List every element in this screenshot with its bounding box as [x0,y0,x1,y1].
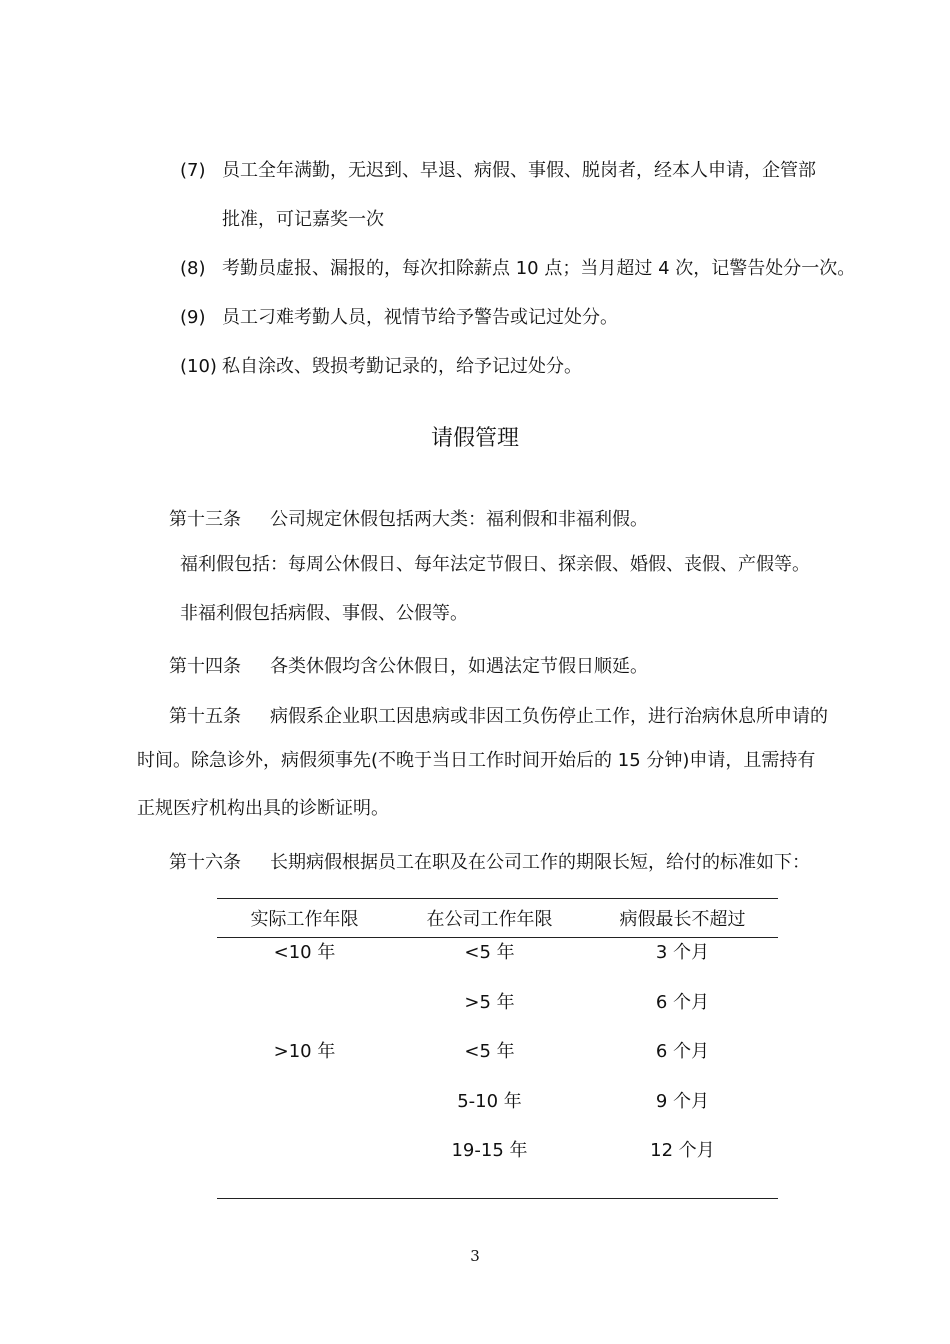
table-cell: 3 个月 [655,942,710,963]
page-number: 3 [470,1247,480,1265]
table-row [217,1136,778,1199]
column-header: 病假最长不超过 [587,899,778,938]
item-text-continued: 批准，可记嘉奖一次 [222,209,384,230]
table-cell: 12 个月 [587,1136,778,1199]
table-cell: >5 年 [464,991,515,1013]
item-text: 员工全年满勤，无迟到、早退、病假、事假、脱岗者，经本人申请，企管部 [222,160,816,181]
table-cell: <10 年 [273,942,336,963]
table-row [217,938,778,988]
table-cell [217,1136,392,1199]
article-text: 病假系企业职工因患病或非因工负伤停止工作，进行治病休息所申请的 [270,706,828,727]
table-cell: <5 年 [464,942,515,963]
article-13-sub-2: 非福利假包括病假、事假、公假等。 [180,603,468,624]
table-cell: 9 个月 [655,1090,710,1112]
sick-leave-table [217,898,778,1199]
item-number: (8) [180,258,206,279]
table-cell: 19-15 年 [392,1136,587,1199]
table-cell: >10 年 [273,1041,336,1062]
table-cell: 5-10 年 [457,1090,522,1112]
item-text: 员工刁难考勤人员，视情节给予警告或记过处分。 [222,307,618,328]
column-header: 实际工作年限 [217,899,392,938]
table-row [217,1037,778,1087]
article-13-sub-1: 福利假包括：每周公休假日、每年法定节假日、探亲假、婚假、丧假、产假等。 [180,554,810,575]
item-text: 私自涂改、毁损考勤记录的，给予记过处分。 [222,356,582,377]
item-number: (10) [180,356,217,377]
article-text: 公司规定休假包括两大类：福利假和非福利假。 [270,509,648,530]
table-header-row [217,899,778,938]
item-number: (9) [180,307,206,328]
article-text: 各类休假均含公休假日，如遇法定节假日顺延。 [270,656,648,677]
column-header: 在公司工作年限 [392,899,587,938]
article-heading: 第十六条 [169,852,241,873]
item-number: (7) [180,160,206,181]
table-cell [217,1087,392,1137]
article-heading: 第十三条 [169,509,241,530]
table-cell: 6 个月 [655,991,710,1013]
table-cell: 6 个月 [655,1041,710,1062]
section-title: 请假管理 [430,426,519,451]
table-cell: <5 年 [464,1041,515,1062]
table-row [217,988,778,1038]
article-15-line-3: 正规医疗机构出具的诊断证明。 [137,798,389,819]
article-heading: 第十五条 [169,706,241,727]
article-15-line-2: 时间。除急诊外，病假须事先(不晚于当日工作时间开始后的 15 分钟)申请，且需持有 [137,750,816,771]
item-text: 考勤员虚报、漏报的，每次扣除薪点 10 点；当月超过 4 次，记警告处分一次。 [222,258,856,279]
article-heading: 第十四条 [169,656,241,677]
article-text: 长期病假根据员工在职及在公司工作的期限长短，给付的标准如下： [270,852,810,873]
table-row [217,1087,778,1137]
table-cell [217,988,392,1038]
